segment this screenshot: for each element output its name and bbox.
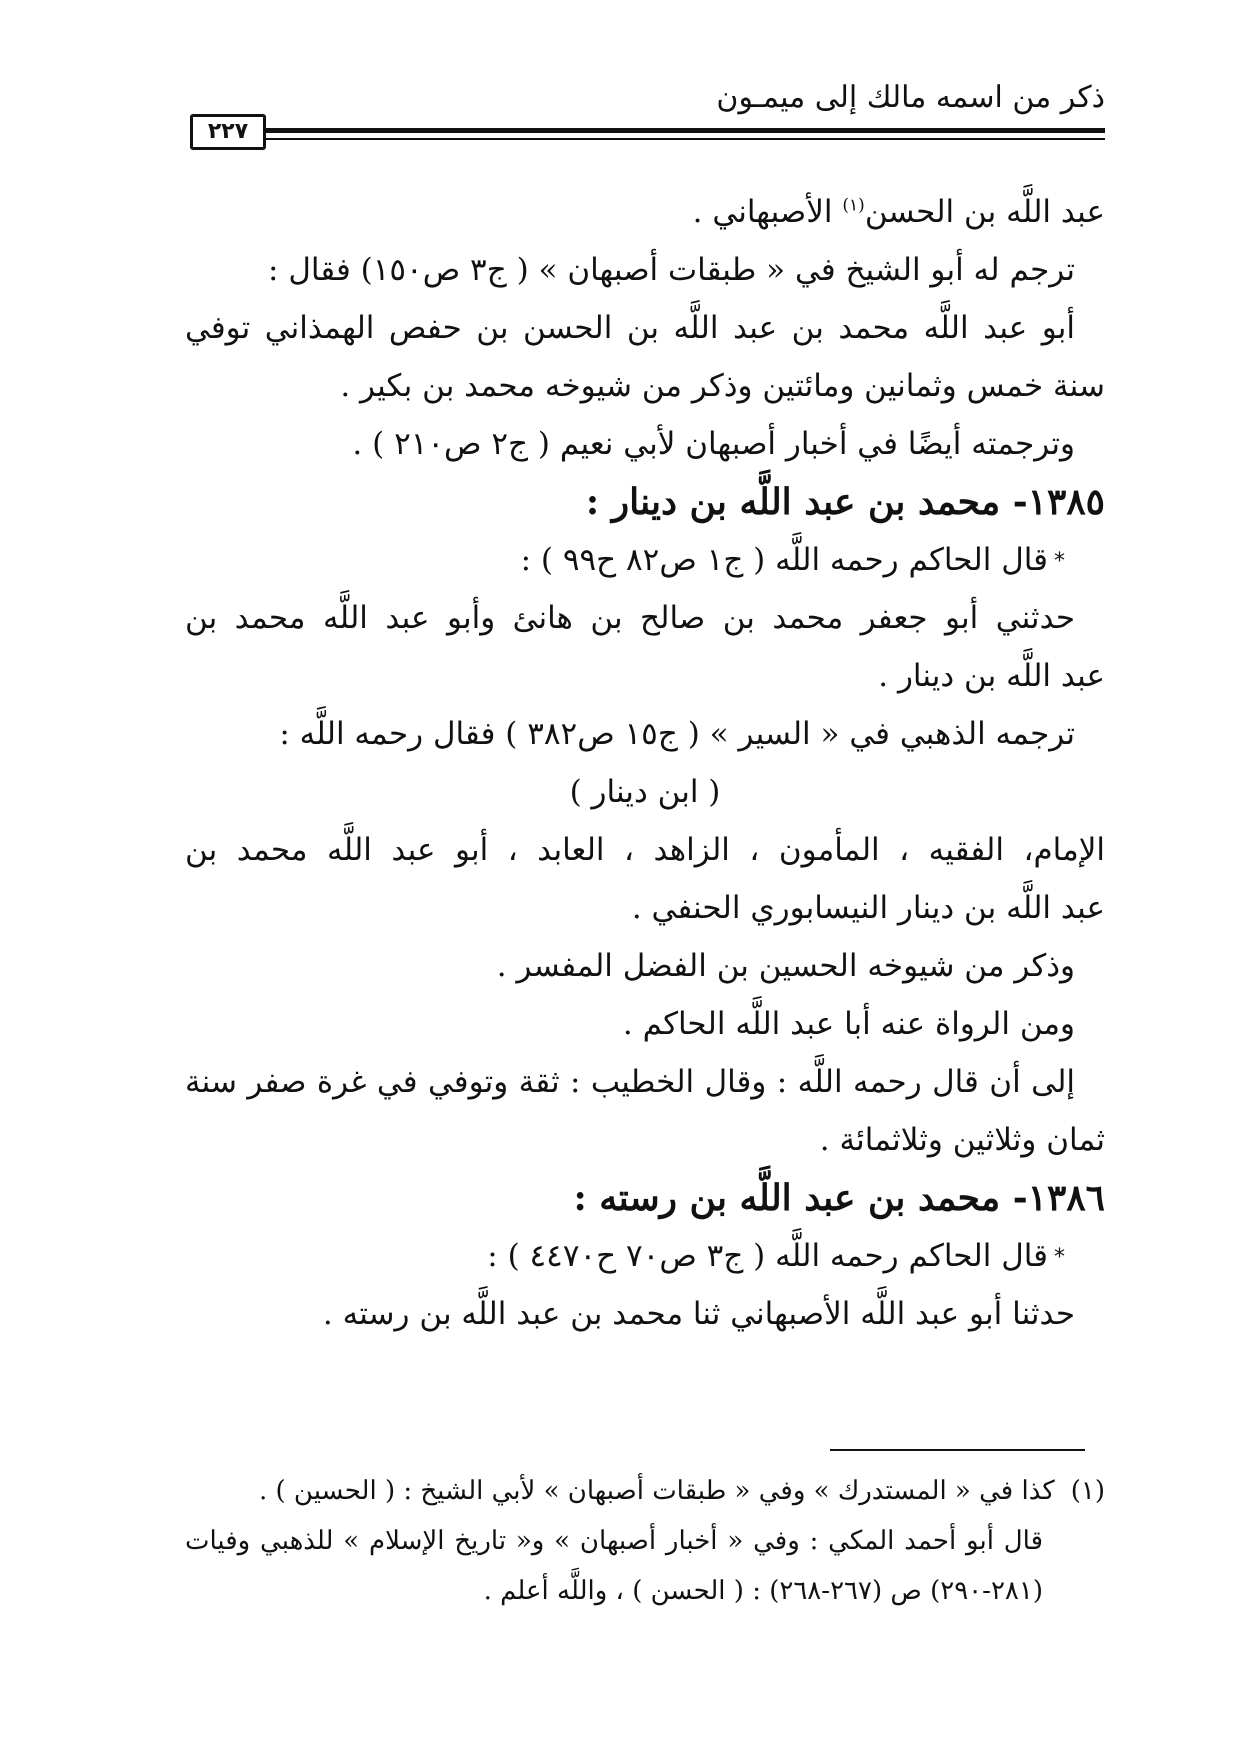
text-line: سنة خمس وثمانين ومائتين وذكر من شيوخه محمد بن بكير . (340, 368, 1105, 404)
asterisk-marker: * (1054, 1244, 1065, 1270)
text-line (185, 183, 1105, 241)
text-line: إلى أن قال رحمه اللَّه : وقال الخطيب : ثقة وتوفي في غرة صفر سنة (185, 1064, 1075, 1100)
text-line: وترجمته أيضًا في أخبار أصبهان لأبي نعيم ( ج٢ ص٢١٠ ) . (352, 426, 1075, 462)
text-line: عبد اللَّه بن دينار . (878, 658, 1105, 694)
text-line: حدثني أبو جعفر محمد بن صالح بن هانئ وأبو عبد اللَّه محمد بن (185, 600, 1075, 636)
footnote-line: قال أبو أحمد المكي : وفي « أخبار أصبهان » و« تاريخ الإسلام » للذهبي وفيات (185, 1526, 1043, 1556)
text-line: حدثنا أبو عبد اللَّه الأصبهاني ثنا محمد بن عبد اللَّه بن رسته . (322, 1296, 1075, 1332)
text-line: وذكر من شيوخه الحسين بن الفضل المفسر . (496, 948, 1075, 984)
running-title: ذكر من اسمه مالك إلى ميمـون (716, 80, 1105, 115)
text-line (185, 1227, 1105, 1285)
header-rule-thin (266, 138, 1105, 140)
text-line: ثمان وثلاثين وثلاثمائة . (819, 1122, 1105, 1158)
footnote-text: كذا في « المستدرك » وفي « طبقات أصبهان » لأبي الشيخ : ( الحسين ) . (258, 1476, 1055, 1506)
page-header (190, 78, 1105, 158)
footnotes (185, 1466, 1105, 1616)
header-rule-thick (266, 128, 1105, 133)
asterisk-marker: * (1054, 548, 1065, 574)
text-line: ترجم له أبو الشيخ في « طبقات أصبهان » ( ج٣ ص١٥٠) فقال : (268, 252, 1075, 288)
footnote-reference: (١) (842, 195, 865, 216)
entry-heading-1385: ١٣٨٥- محمد بن عبد اللَّه بن دينار : (585, 481, 1105, 523)
narrator-name: عبد اللَّه بن الحسن (864, 194, 1105, 230)
hakim-reference: قال الحاكم رحمه اللَّه ( ج٣ ص٧٠ ح٤٤٧٠ ) : (487, 1238, 1048, 1274)
page-number-box: ٢٢٧ (190, 114, 266, 150)
text-line: الإمام، الفقيه ، المأمون ، الزاهد ، العابد ، أبو عبد اللَّه محمد بن (185, 832, 1105, 868)
text-line: عبد اللَّه بن دينار النيسابوري الحنفي . (631, 890, 1105, 926)
text-line (185, 531, 1105, 589)
footnote-line (185, 1466, 1105, 1516)
biography-subtitle: ( ابن دينار ) (569, 774, 721, 810)
text-line: ومن الرواة عنه أبا عبد اللَّه الحاكم . (622, 1006, 1075, 1042)
footnote-number: (١) (1070, 1476, 1105, 1506)
footnote-line: (٢٨١-٢٩٠) ص (٢٦٧-٢٦٨) : ( الحسن ) ، واللَّه أعلم . (483, 1576, 1043, 1606)
text-line: أبو عبد اللَّه محمد بن عبد اللَّه بن الحسن بن حفص الهمذاني توفي (185, 310, 1075, 346)
text-line: ترجمه الذهبي في « السير » ( ج١٥ ص٣٨٢ ) فقال رحمه اللَّه : (279, 716, 1075, 752)
main-text (185, 183, 1105, 1343)
hakim-reference: قال الحاكم رحمه اللَّه ( ج١ ص٨٢ ح٩٩ ) : (520, 542, 1048, 578)
entry-heading-1386: ١٣٨٦- محمد بن عبد اللَّه بن رسته : (573, 1177, 1105, 1219)
footnote-separator (830, 1449, 1085, 1451)
narrator-nisba: الأصبهاني . (692, 194, 843, 230)
